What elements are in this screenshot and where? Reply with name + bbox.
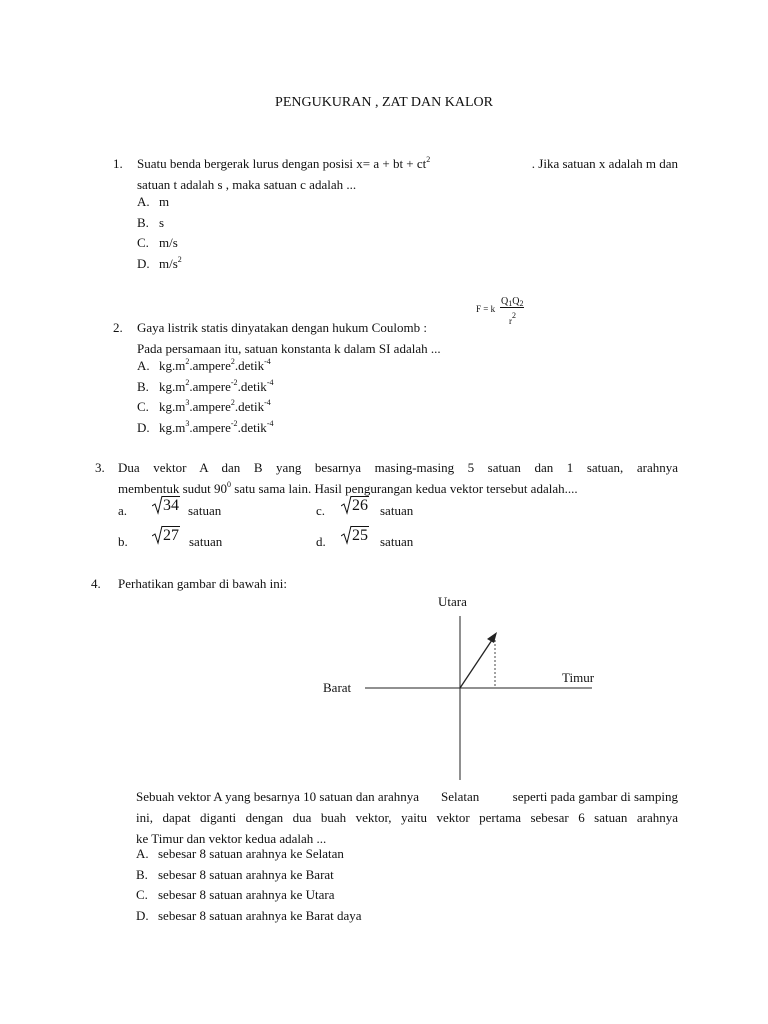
q3-option-b-unit: satuan: [189, 534, 223, 549]
q2-line2: Pada persamaan itu, satuan konstanta k dalam SI adalah ...: [137, 341, 441, 356]
q1-line1-part-b: . Jika satuan x adalah m dan: [531, 156, 678, 171]
coulomb-formula-left: F = k: [476, 304, 496, 314]
vector-a-arrow: [460, 640, 492, 688]
question-4-number: 4.: [91, 576, 101, 591]
question-4-options: [136, 844, 362, 926]
q3-option-b-letter[interactable]: b.: [118, 534, 128, 549]
q3-option-a-unit: satuan: [188, 503, 222, 518]
q3-option-a-letter[interactable]: a.: [118, 503, 128, 518]
option[interactable]: A. sebesar 8 satuan arahnya ke Selatan: [136, 846, 344, 861]
question-4-intro: Perhatikan gambar di bawah ini:: [118, 576, 287, 591]
q4-line2: ini, dapat diganti dengan dua buah vektor, yaitu vektor pertama sebesar 6 satuan arahnya: [136, 810, 678, 825]
q1-line2: satuan t adalah s , maka satuan c adalah ...: [137, 177, 357, 192]
option[interactable]: B. s: [137, 214, 165, 230]
compass-label-south: Selatan: [441, 789, 480, 804]
option[interactable]: D. sebesar 8 satuan arahnya ke Barat daya: [136, 907, 362, 923]
compass-label-west: Barat: [323, 680, 352, 695]
compass-label-east: Timur: [562, 670, 595, 685]
option[interactable]: D. $kg.m^3.ampere^{-2}.detik^{-4}$: [137, 418, 274, 435]
q3-line1: Dua vektor A dan B yang besarnya masing-masing 5 satuan dan 1 satuan, arahnya: [118, 460, 678, 475]
q4-line1-part-b: seperti pada gambar di samping: [512, 789, 678, 804]
compass-label-north: Utara: [438, 594, 467, 609]
q3-option-a-sqrt: 34: [152, 496, 180, 515]
option[interactable]: D. $m/s^2$: [137, 254, 182, 271]
question-3-number: 3.: [95, 460, 105, 475]
option[interactable]: C. sebesar 8 satuan arahnya ke Utara: [136, 887, 335, 902]
q3-option-c-letter[interactable]: c.: [316, 503, 326, 518]
coulomb-formula-numerator: $Q_1Q_2$: [501, 296, 524, 308]
q4-line3: ke Timur dan vektor kedua adalah ...: [136, 831, 327, 846]
q3-option-c-sqrt: 26: [341, 496, 369, 515]
q3-option-d-sqrt: 25: [341, 526, 369, 545]
option[interactable]: A. $kg.m^2.ampere^2.detik^{-4}$: [137, 357, 271, 373]
question-1-number: 1.: [113, 156, 123, 171]
page-title: PENGUKURAN , ZAT DAN KALOR: [275, 95, 493, 110]
q3-option-c-unit: satuan: [380, 503, 414, 518]
question-2-number: 2.: [113, 320, 123, 335]
q3-option-b-sqrt: 27: [152, 526, 180, 545]
q2-line1: Gaya listrik statis dinyatakan dengan hukum Coulomb :: [137, 320, 427, 335]
option[interactable]: C. m/s: [137, 235, 178, 250]
question-4-text: [136, 786, 678, 849]
option[interactable]: C. $kg.m^3.ampere^2.detik^{-4}$: [137, 398, 271, 414]
q3-line2: membentuk sudut $90^0$ satu sama lain. Hasil pengurangan kedua vektor tersebut adalah....: [118, 480, 578, 496]
q1-line1-part-a: Suatu benda bergerak lurus dengan posisi x= a + bt + $ct^2$: [137, 155, 431, 171]
coulomb-formula-denominator: $r^2$: [509, 311, 516, 326]
option[interactable]: B. sebesar 8 satuan arahnya ke Barat: [136, 866, 334, 882]
q3-option-d-unit: satuan: [380, 534, 414, 549]
option[interactable]: A. m: [137, 194, 170, 209]
option[interactable]: B. $kg.m^2.ampere^{-2}.detik^{-4}$: [137, 377, 274, 394]
q3-option-d-letter[interactable]: d.: [316, 534, 326, 549]
q4-line1-part-a: Sebuah vektor A yang besarnya 10 satuan dan arahnya: [136, 789, 420, 804]
